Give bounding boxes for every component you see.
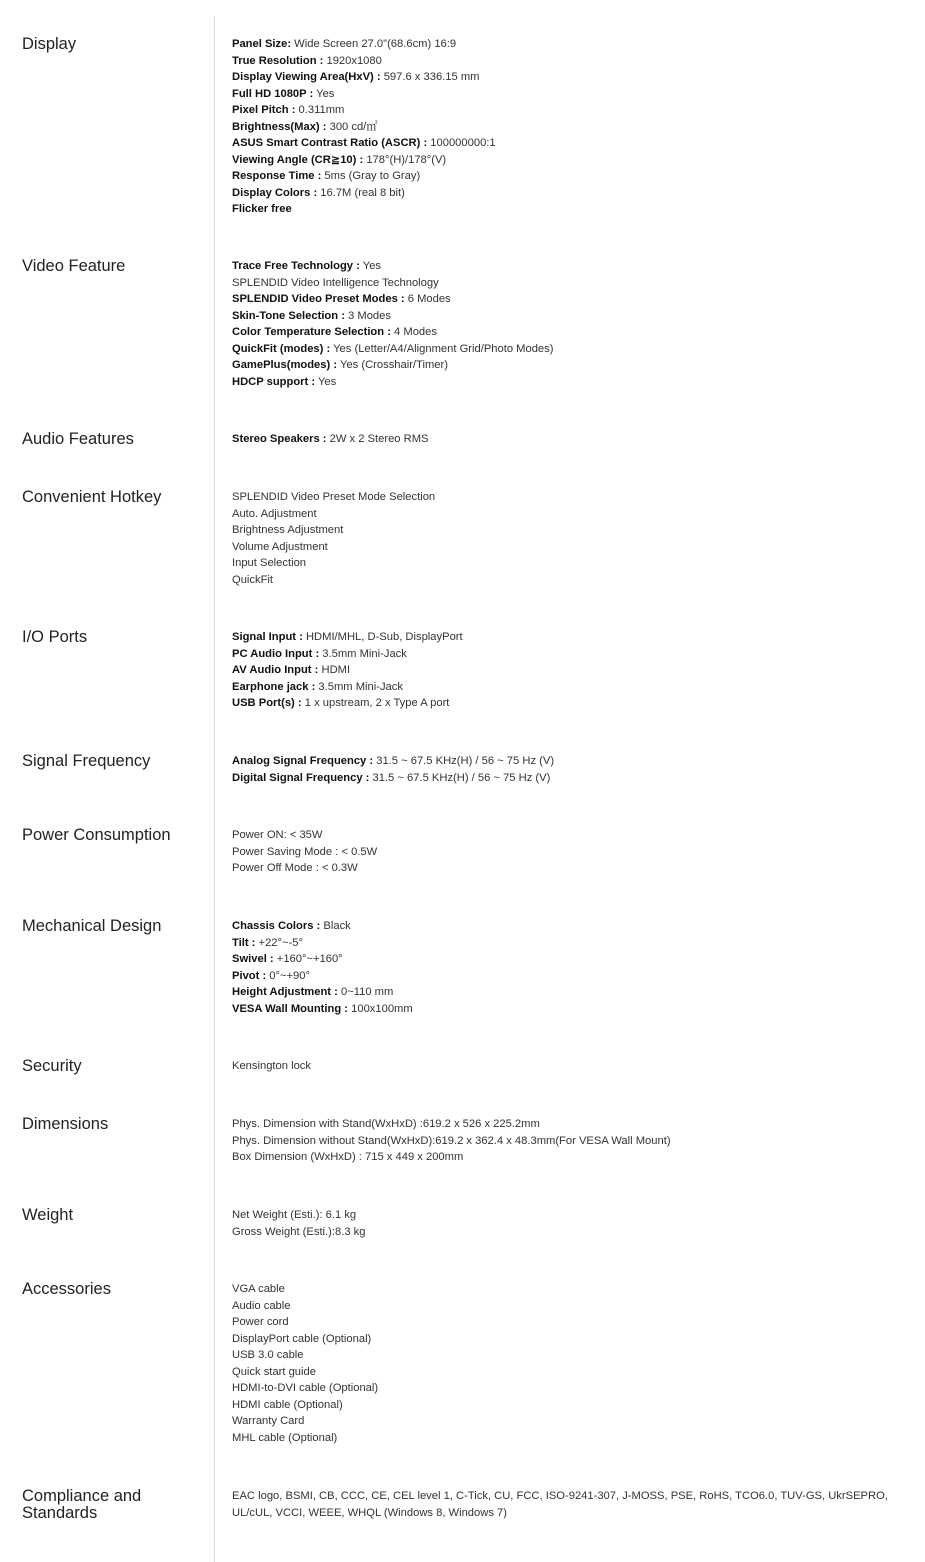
spec-key: Chassis Colors : xyxy=(232,920,321,932)
spec-line xyxy=(232,984,912,1001)
section-title: Security xyxy=(22,1057,82,1075)
spec-line xyxy=(232,572,912,589)
spec-key: SPLENDID Video Preset Modes : xyxy=(232,293,405,305)
spec-key: Flicker free xyxy=(232,203,292,215)
spec-value: 3.5mm Mini-Jack xyxy=(319,647,407,660)
spec-value: Gross Weight (Esti.):8.3 kg xyxy=(232,1225,366,1238)
spec-value: Quick start guide xyxy=(232,1365,316,1378)
spec-key: Skin-Tone Selection : xyxy=(232,309,345,322)
spec-line xyxy=(232,324,912,341)
spec-value: Input Selection xyxy=(232,557,307,569)
spec-line xyxy=(232,968,912,985)
spec-value: Power Saving Mode : < 0.5W xyxy=(232,845,378,858)
spec-line xyxy=(232,135,912,152)
spec-value: HDMI/MHL, D-Sub, DisplayPort xyxy=(302,631,463,643)
spec-value: Box Dimension (WxHxD) : 715 x 449 x 200mm xyxy=(232,1151,464,1163)
section-body xyxy=(232,1281,912,1446)
spec-value: 1 x upstream, 2 x Type A port xyxy=(301,697,450,709)
section-body xyxy=(232,1058,912,1075)
spec-line xyxy=(232,770,912,787)
section-body xyxy=(232,918,912,1017)
spec-key: USB Port(s) : xyxy=(232,697,302,709)
spec-line xyxy=(232,1001,912,1018)
spec-value: 6 Modes xyxy=(404,293,451,305)
spec-key: Color Temperature Selection : xyxy=(232,326,391,338)
spec-value: 5ms (Gray to Gray) xyxy=(321,170,421,182)
spec-value: SPLENDID Video Intelligence Technology xyxy=(232,276,439,289)
spec-value: Warranty Card xyxy=(232,1415,305,1427)
section-title: Convenient Hotkey xyxy=(22,488,162,506)
spec-value: 597.6 x 336.15 mm xyxy=(380,71,480,83)
spec-value: 3 Modes xyxy=(344,309,391,322)
spec-line xyxy=(232,168,912,185)
spec-line xyxy=(232,827,912,844)
spec-line xyxy=(232,102,912,119)
spec-line xyxy=(232,275,912,292)
spec-key: Trace Free Technology : xyxy=(232,260,360,272)
spec-key: HDCP support : xyxy=(232,375,316,388)
section-body xyxy=(232,1116,912,1166)
spec-line xyxy=(232,341,912,358)
spec-value: 31.5 ~ 67.5 KHz(H) / 56 ~ 75 Hz (V) xyxy=(369,771,551,784)
spec-value: +22°~-5° xyxy=(255,936,303,949)
spec-line xyxy=(232,918,912,935)
spec-value: Yes (Crosshair/Timer) xyxy=(337,359,448,371)
spec-line xyxy=(232,431,912,448)
spec-line xyxy=(232,1149,912,1166)
spec-line xyxy=(232,506,912,523)
spec-key: AV Audio Input : xyxy=(232,664,319,676)
spec-value: 4 Modes xyxy=(390,326,437,338)
spec-line xyxy=(232,86,912,103)
spec-line xyxy=(232,1413,912,1430)
section-body xyxy=(232,258,912,390)
section-title: Weight xyxy=(22,1206,74,1224)
spec-value: Wide Screen 27.0"(68.6cm) 16:9 xyxy=(291,38,457,50)
section-body xyxy=(232,827,912,877)
spec-value: Volume Adjustment xyxy=(232,540,328,553)
spec-line xyxy=(232,1133,912,1150)
spec-value: QuickFit xyxy=(232,573,274,586)
section-title: Accessories xyxy=(22,1280,111,1298)
spec-value: 100000000:1 xyxy=(427,137,496,149)
spec-key: Viewing Angle (CR≧10) : xyxy=(232,153,364,166)
spec-line xyxy=(232,1331,912,1348)
section-title: Compliance and Standards xyxy=(22,1487,142,1522)
spec-line xyxy=(232,374,912,391)
spec-key: Tilt : xyxy=(232,936,256,949)
spec-value: EAC logo, BSMI, CB, CCC, CE, CEL level 1, C-Tick, CU, FCC, ISO-9241-307, J-MOSS, PSE, RoHS, TCO6.0, TUV-GS, UkrSEPRO, UL/cUL, VCCI, WEEE, WHQL (Windows 8, Windows 7) xyxy=(232,1490,888,1519)
section-body xyxy=(232,489,912,588)
spec-value: HDMI cable (Optional) xyxy=(232,1398,343,1411)
spec-line xyxy=(232,1488,912,1521)
spec-line xyxy=(232,258,912,275)
spec-line xyxy=(232,152,912,169)
spec-value: Audio cable xyxy=(232,1299,291,1312)
spec-value: VGA cable xyxy=(232,1283,285,1295)
section-body xyxy=(232,1207,912,1240)
spec-line xyxy=(232,201,912,218)
section-body xyxy=(232,431,912,448)
spec-key: Earphone jack : xyxy=(232,680,316,693)
spec-value: Yes xyxy=(315,375,337,388)
spec-line xyxy=(232,1430,912,1447)
spec-line xyxy=(232,1207,912,1224)
spec-key: Analog Signal Frequency : xyxy=(232,755,374,767)
spec-key: Display Colors : xyxy=(232,186,318,199)
spec-value: 3.5mm Mini-Jack xyxy=(315,680,403,693)
spec-line xyxy=(232,679,912,696)
spec-line xyxy=(232,951,912,968)
spec-line xyxy=(232,1314,912,1331)
spec-line xyxy=(232,291,912,308)
spec-line xyxy=(232,1397,912,1414)
section-title: Audio Features xyxy=(22,430,134,448)
spec-value: 16.7M (real 8 bit) xyxy=(317,186,405,199)
spec-line xyxy=(232,539,912,556)
spec-value: +160°~+160° xyxy=(273,953,343,965)
section-title: Dimensions xyxy=(22,1115,109,1133)
spec-value: 100x100mm xyxy=(348,1002,413,1015)
spec-value: 0~110 mm xyxy=(337,986,394,998)
spec-value: Yes xyxy=(359,260,382,272)
section-title: Display xyxy=(22,35,77,53)
spec-value: Power cord xyxy=(232,1316,289,1328)
spec-value: MHL cable (Optional) xyxy=(232,1431,338,1444)
column-divider xyxy=(214,16,215,1562)
spec-value: Phys. Dimension with Stand(WxHxD) :619.2 x 526 x 225.2mm xyxy=(232,1118,540,1130)
spec-line xyxy=(232,1116,912,1133)
spec-value: Phys. Dimension without Stand(WxHxD):619.2 x 362.4 x 48.3mm(For VESA Wall Mount) xyxy=(232,1134,671,1147)
spec-value: 300 cd/㎡ xyxy=(326,120,378,133)
spec-value: Black xyxy=(320,920,351,932)
spec-line xyxy=(232,935,912,952)
spec-line xyxy=(232,555,912,572)
spec-line xyxy=(232,860,912,877)
section-body xyxy=(232,753,912,786)
spec-value: 31.5 ~ 67.5 KHz(H) / 56 ~ 75 Hz (V) xyxy=(373,755,555,767)
spec-line xyxy=(232,1364,912,1381)
spec-line xyxy=(232,646,912,663)
section-body xyxy=(232,36,912,218)
spec-value: Yes (Letter/A4/Alignment Grid/Photo Modes) xyxy=(330,342,554,355)
spec-value: Brightness Adjustment xyxy=(232,524,344,536)
spec-line xyxy=(232,1058,912,1075)
spec-key: Display Viewing Area(HxV) : xyxy=(232,71,381,83)
spec-line xyxy=(232,844,912,861)
spec-key: Response Time : xyxy=(232,170,322,182)
spec-value: 178°(H)/178°(V) xyxy=(363,153,447,166)
spec-line xyxy=(232,695,912,712)
spec-value: 1920x1080 xyxy=(323,54,382,67)
spec-key: Full HD 1080P : xyxy=(232,87,314,100)
spec-key: GamePlus(modes) : xyxy=(232,359,338,371)
spec-key: Brightness(Max) : xyxy=(232,120,327,133)
spec-line xyxy=(232,36,912,53)
section-body xyxy=(232,629,912,712)
spec-value: USB 3.0 cable xyxy=(232,1349,304,1361)
spec-key: Swivel : xyxy=(232,953,274,965)
spec-line xyxy=(232,308,912,325)
spec-line xyxy=(232,1281,912,1298)
spec-line xyxy=(232,53,912,70)
spec-value: HDMI-to-DVI cable (Optional) xyxy=(232,1382,379,1394)
spec-value: Yes xyxy=(313,87,335,100)
spec-value: 2W x 2 Stereo RMS xyxy=(326,433,429,445)
section-title: Mechanical Design xyxy=(22,917,162,935)
spec-key: QuickFit (modes) : xyxy=(232,342,331,355)
spec-key: ASUS Smart Contrast Ratio (ASCR) : xyxy=(232,137,428,149)
spec-value: Power Off Mode : < 0.3W xyxy=(232,862,358,874)
spec-line xyxy=(232,185,912,202)
section-title: Power Consumption xyxy=(22,826,171,844)
spec-key: True Resolution : xyxy=(232,54,324,67)
spec-line xyxy=(232,1347,912,1364)
spec-line xyxy=(232,1380,912,1397)
spec-key: VESA Wall Mounting : xyxy=(232,1002,349,1015)
spec-line xyxy=(232,753,912,770)
spec-line xyxy=(232,1298,912,1315)
spec-value: 0.311mm xyxy=(295,104,345,116)
spec-value: 0°~+90° xyxy=(266,969,310,982)
spec-value: Auto. Adjustment xyxy=(232,507,317,520)
section-body xyxy=(232,1488,912,1521)
spec-value: Kensington lock xyxy=(232,1060,311,1072)
spec-key: Pixel Pitch : xyxy=(232,104,296,116)
spec-key: Panel Size: xyxy=(232,38,292,50)
spec-value: Net Weight (Esti.): 6.1 kg xyxy=(232,1209,357,1221)
spec-line xyxy=(232,1224,912,1241)
section-title: I/O Ports xyxy=(22,628,88,646)
spec-line xyxy=(232,119,912,136)
section-title: Signal Frequency xyxy=(22,752,151,770)
spec-value: Power ON: < 35W xyxy=(232,829,323,841)
spec-key: Pivot : xyxy=(232,969,267,982)
spec-key: PC Audio Input : xyxy=(232,647,320,660)
spec-line xyxy=(232,489,912,506)
spec-value: SPLENDID Video Preset Mode Selection xyxy=(232,491,436,503)
spec-line xyxy=(232,629,912,646)
spec-line xyxy=(232,357,912,374)
spec-line xyxy=(232,69,912,86)
spec-value: DisplayPort cable (Optional) xyxy=(232,1332,372,1345)
spec-line xyxy=(232,522,912,539)
spec-key: Digital Signal Frequency : xyxy=(232,771,370,784)
section-title: Video Feature xyxy=(22,257,126,275)
spec-line xyxy=(232,662,912,679)
spec-value: HDMI xyxy=(318,664,351,676)
spec-key: Stereo Speakers : xyxy=(232,433,327,445)
spec-key: Signal Input : xyxy=(232,631,303,643)
spec-key: Height Adjustment : xyxy=(232,986,338,998)
